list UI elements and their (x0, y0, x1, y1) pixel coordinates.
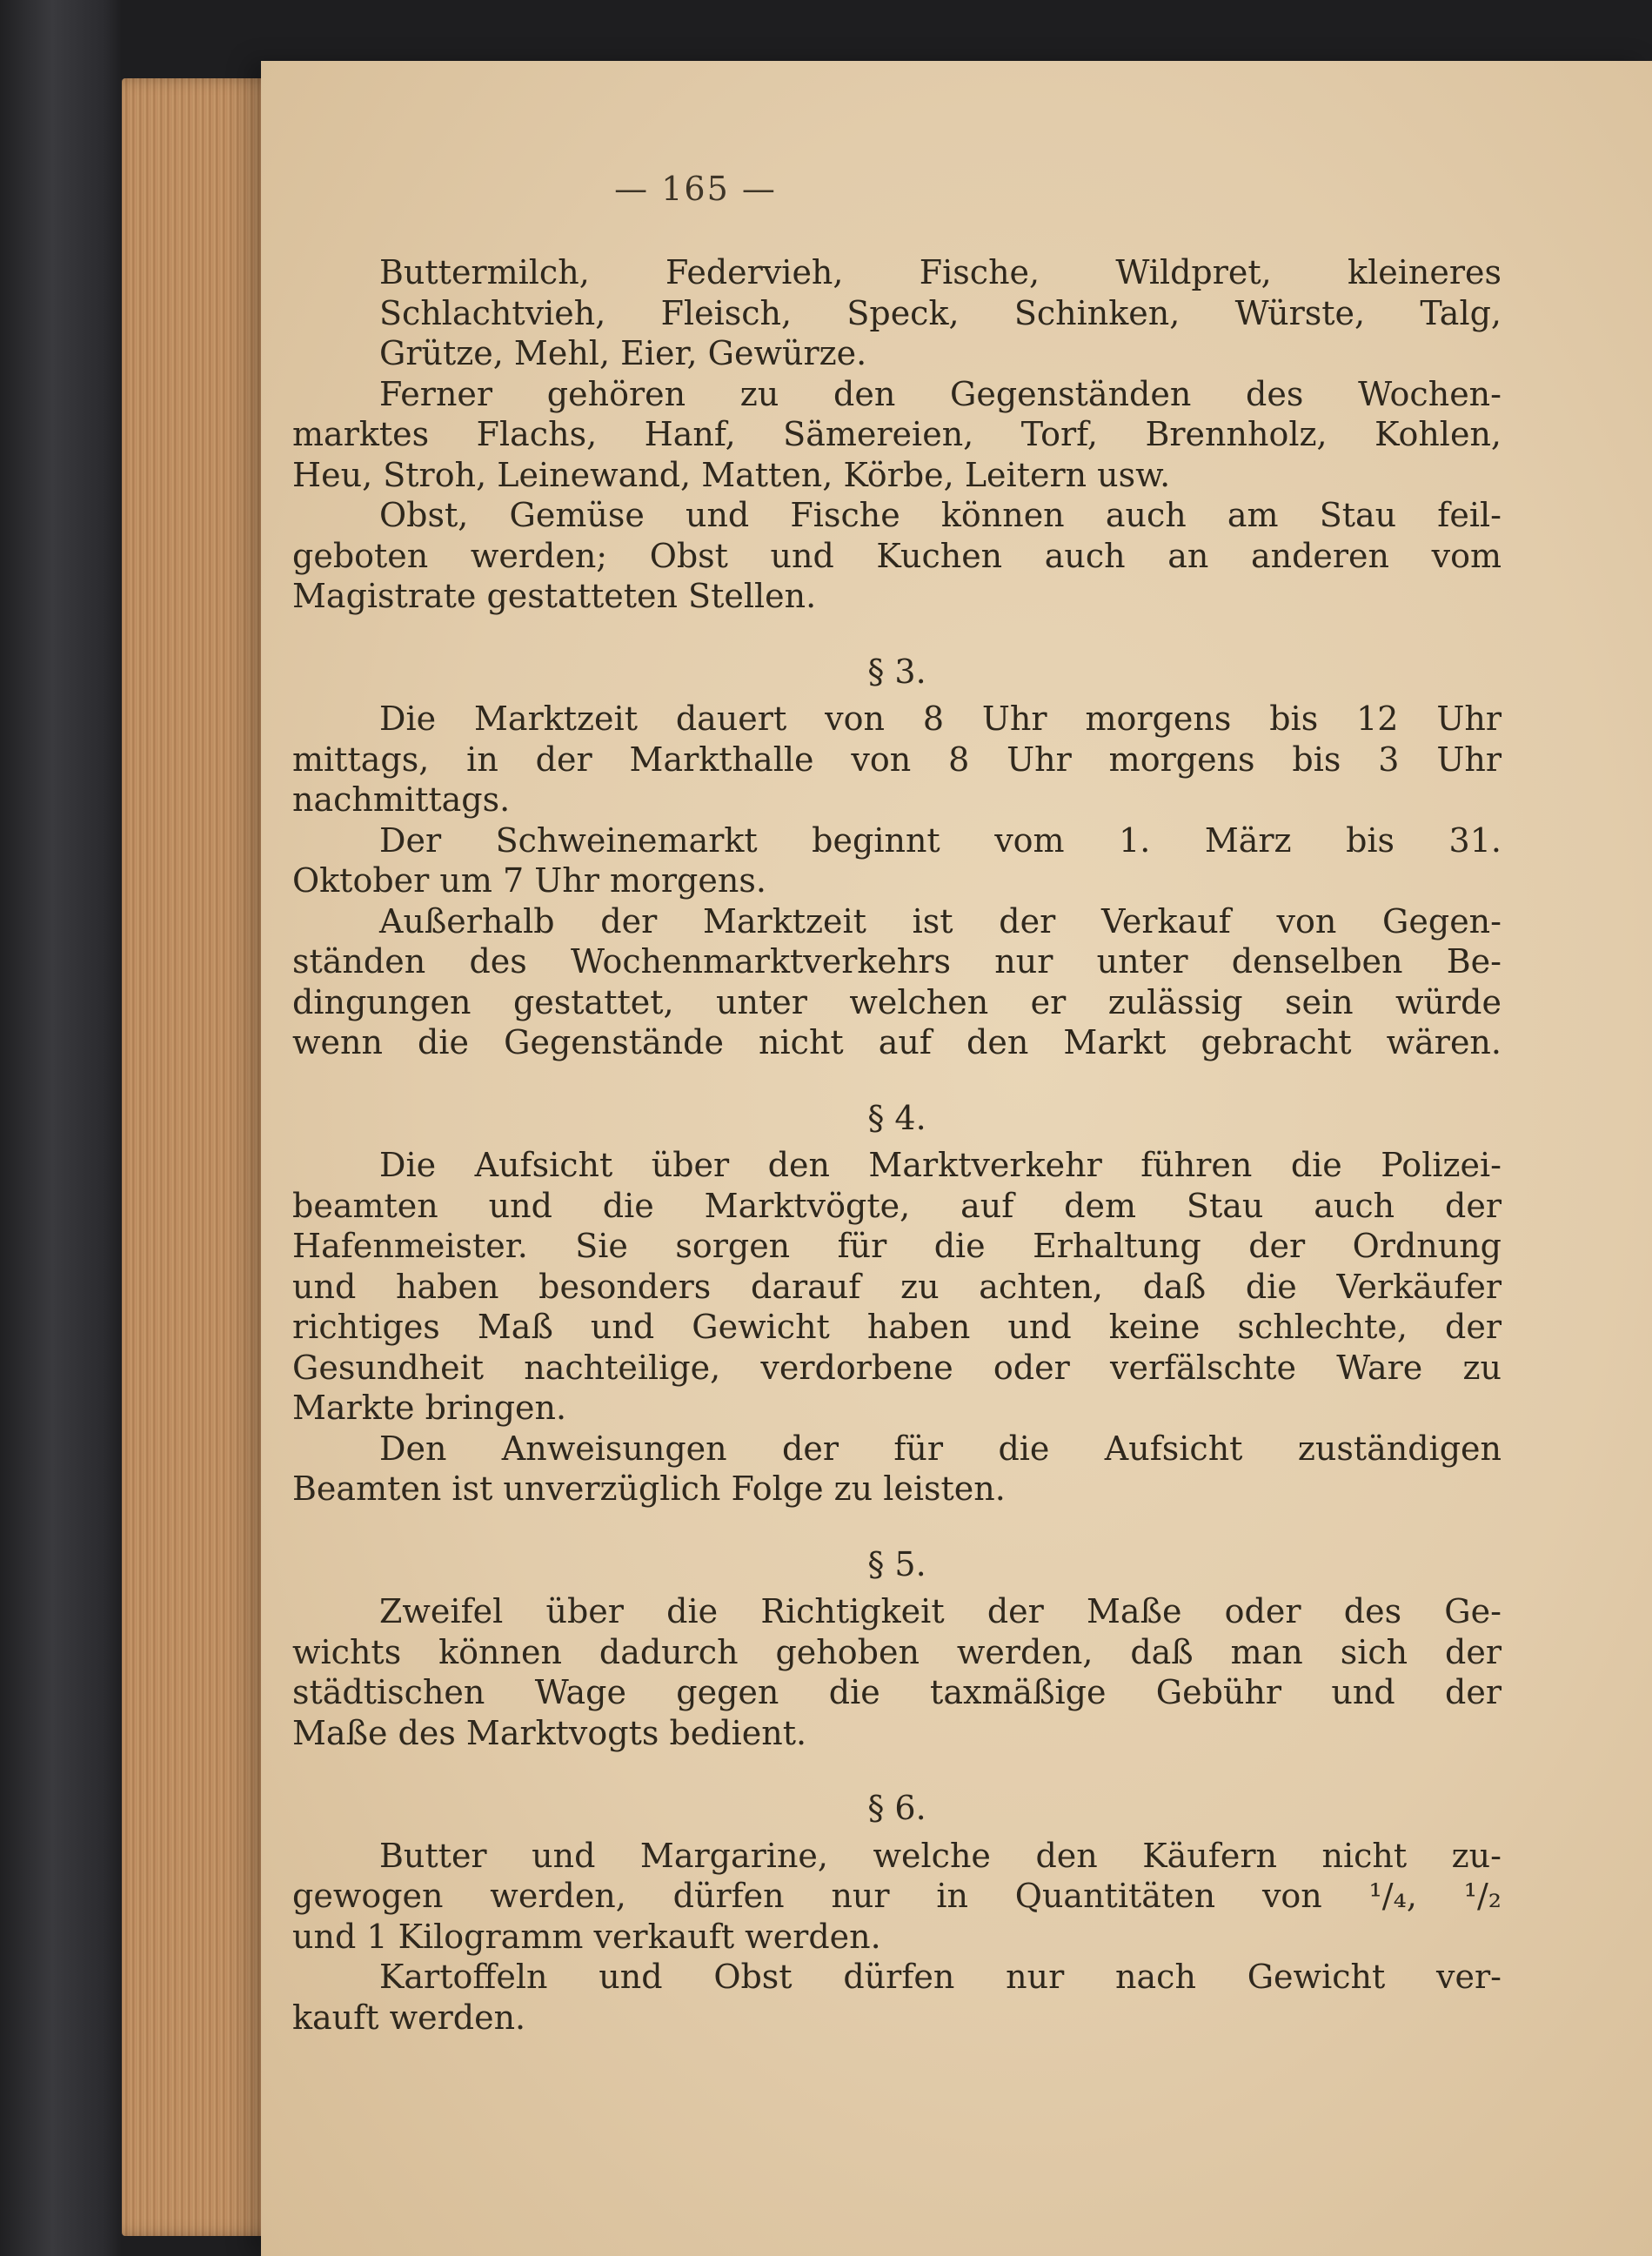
text-line: Die Marktzeit dauert von 8 Uhr morgens bis 12 Uhr (379, 700, 1502, 738)
text-line: gewogen werden, dürfen nur in Quantitäten von ¹/₄, ¹/₂ (292, 1877, 1502, 1915)
text-line: geboten werden; Obst und Kuchen auch an anderen vom (292, 536, 1502, 575)
text-line: dingungen gestattet, unter welchen er zulässig sein würde (292, 982, 1502, 1021)
text-line: Grütze, Mehl, Eier, Gewürze. (379, 334, 867, 372)
paragraph (292, 1145, 1502, 1429)
text-line: Beamten ist unverzüglich Folge zu leisten. (292, 1469, 1006, 1508)
text-line: Gesundheit nachteilige, verdorbene oder verfälschte Ware zu (292, 1348, 1502, 1387)
text-line: städtischen Wage gegen die taxmäßige Gebühr und der (292, 1673, 1502, 1711)
text-line: marktes Flachs, Hanf, Sämereien, Torf, Brennholz, Kohlen, (292, 415, 1502, 453)
text-line: Oktober um 7 Uhr morgens. (292, 861, 766, 900)
text-line: Butter und Margarine, welche den Käufern nicht zu- (379, 1836, 1502, 1875)
text-line: Die Aufsicht über den Marktverkehr führen die Polizei- (379, 1146, 1502, 1184)
paragraph (292, 901, 1502, 1063)
page-text (292, 252, 1502, 2038)
paragraph (292, 374, 1502, 496)
text-line: Den Anweisungen der für die Aufsicht zuständigen (379, 1429, 1502, 1468)
text-line: Hafenmeister. Sie sorgen für die Erhaltung der Ordnung (292, 1227, 1502, 1265)
text-line: Kartoffeln und Obst dürfen nur nach Gewicht ver- (379, 1958, 1502, 1996)
text-line: mittags, in der Markthalle von 8 Uhr morgens bis 3 Uhr (292, 740, 1502, 779)
paragraph (292, 820, 1502, 901)
text-line: Maße des Marktvogts bedient. (292, 1713, 807, 1752)
text-line: wenn die Gegenstände nicht auf den Markt gebracht wären. (292, 1023, 1502, 1061)
text-line: und 1 Kilogramm verkauft werden. (292, 1917, 881, 1956)
text-line: Schlachtvieh, Fleisch, Speck, Schinken, Würste, Talg, (379, 293, 1502, 332)
text-line: richtiges Maß und Gewicht haben und keine schlechte, der (292, 1308, 1502, 1346)
text-line: wichts können dadurch gehoben werden, daß man sich der (292, 1632, 1502, 1671)
text-line: Außerhalb der Marktzeit ist der Verkauf von Gegen- (379, 901, 1502, 941)
text-line: Magistrate gestatteten Stellen. (292, 577, 817, 615)
paragraph (292, 1957, 1502, 2038)
paragraph (292, 1591, 1502, 1753)
text-line: Ferner gehören zu den Gegenständen des Wochen- (379, 374, 1502, 413)
text-line: beamten und die Marktvögte, auf dem Stau auch der (292, 1186, 1502, 1225)
paragraph (292, 699, 1502, 820)
paragraph (292, 1429, 1502, 1510)
paragraph (292, 495, 1502, 617)
section-heading: § 3. (867, 652, 926, 691)
text-line: und haben besonders darauf zu achten, daß die Verkäufer (292, 1267, 1502, 1306)
text-line: Buttermilch, Federvieh, Fische, Wildpret, kleineres (379, 253, 1502, 291)
section-heading: § 6. (867, 1789, 926, 1827)
paragraph (292, 1836, 1502, 1958)
paragraph (292, 252, 1502, 374)
text-line: Heu, Stroh, Leinewand, Matten, Körbe, Leitern usw. (292, 455, 1171, 494)
page-number: — 165 — (614, 170, 777, 208)
text-line: ständen des Wochenmarktverkehrs nur unter denselben Be- (292, 942, 1502, 981)
section-heading: § 5. (867, 1544, 926, 1583)
text-line: Markte bringen. (292, 1389, 567, 1427)
text-line: Obst, Gemüse und Fische können auch am Stau feil- (379, 496, 1502, 534)
section-heading: § 4. (867, 1098, 926, 1137)
text-line: kauft werden. (292, 1998, 526, 2037)
text-line: Zweifel über die Richtigkeit der Maße oder des Ge- (379, 1592, 1502, 1630)
text-line: nachmittags. (292, 780, 511, 819)
text-line: Der Schweinemarkt beginnt vom 1. März bis 31. (379, 820, 1502, 860)
